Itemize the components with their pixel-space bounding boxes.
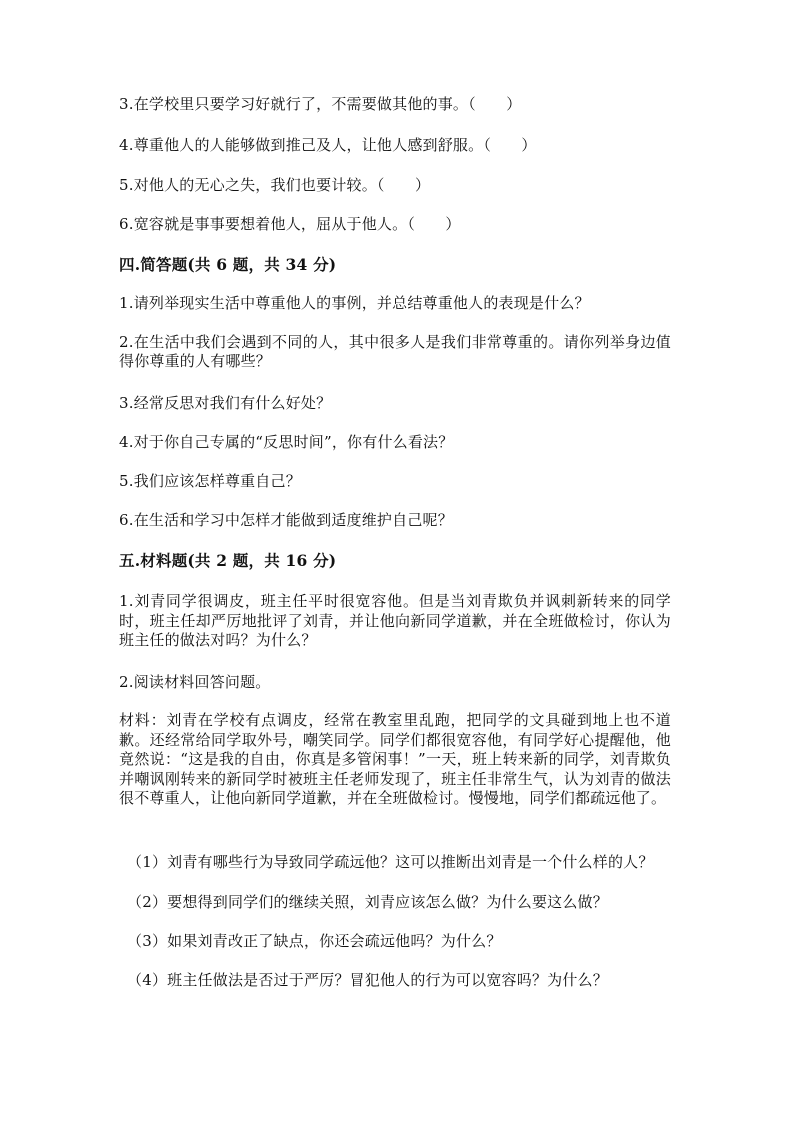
section5-question-2: 2.阅读材料回答问题。: [119, 673, 271, 691]
sub-question-4: （4）班主任做法是否过于严厉？冒犯他人的行为可以宽容吗？为什么？: [127, 971, 608, 989]
truefalse-item-6: 6.宽容就是事事要想着他人，屈从于他人。（ ）: [119, 215, 461, 233]
section4-question-4: 4.对于你自己专属的“反思时间”，你有什么看法？: [119, 433, 454, 451]
section4-question-3: 3.经常反思对我们有什么好处？: [119, 394, 332, 412]
truefalse-item-4: 4.尊重他人的人能够做到推己及人，让他人感到舒服。（ ）: [119, 136, 537, 154]
sub-question-2: （2）要想得到同学们的继续关照，刘青应该怎么做？为什么要这么做？: [127, 893, 608, 911]
sub-question-3: （3）如果刘青改正了缺点，你还会疏远他吗？为什么？: [127, 932, 502, 950]
section4-heading: 四.简答题(共 6 题，共 34 分): [119, 255, 337, 274]
section4-question-1: 1.请列举现实生活中尊重他人的事例，并总结尊重他人的表现是什么？: [119, 294, 590, 312]
section4-question-6: 6.在生活和学习中怎样才能做到适度维护自己呢？: [119, 511, 453, 529]
truefalse-item-3: 3.在学校里只要学习好就行了，不需要做其他的事。（ ）: [119, 95, 522, 113]
section5-heading: 五.材料题(共 2 题，共 16 分): [119, 551, 337, 570]
section4-question-2: 2.在生活中我们会遇到不同的人，其中很多人是我们非常尊重的。请你列举身边值得你尊重的人有哪些？: [119, 333, 671, 370]
section5-question-1: 1.刘青同学很调皮，班主任平时很宽容他。但是当刘青欺负并讽刺新转来的同学时，班主任却严厉地批评了刘青，并让他向新同学道歉，并在全班做检讨，你认为班主任的做法对吗？为什么？: [119, 592, 671, 649]
material-passage: 材料：刘青在学校有点调皮，经常在教室里乱跑，把同学的文具碰到地上也不道歉。还经常给同学取外号，嘲笑同学。同学们都很宽容他，有同学好心提醒他，他竟然说：“这是我的自由，你真是多管闲事！”一天，班上转来新的同学，刘青欺负并嘲讽刚转来的新同学时被班主任老师发现了，班主任非常生气，认为刘青的做法很不尊重人，让他向新同学道歉，并在全班做检讨。慢慢地，同学们都疏远他了。: [119, 711, 671, 807]
truefalse-item-5: 5.对他人的无心之失，我们也要计较。（ ）: [119, 176, 431, 194]
sub-question-1: （1）刘青有哪些行为导致同学疏远他？这可以推断出刘青是一个什么样的人？: [127, 853, 654, 871]
section4-question-5: 5.我们应该怎样尊重自己？: [119, 472, 301, 490]
